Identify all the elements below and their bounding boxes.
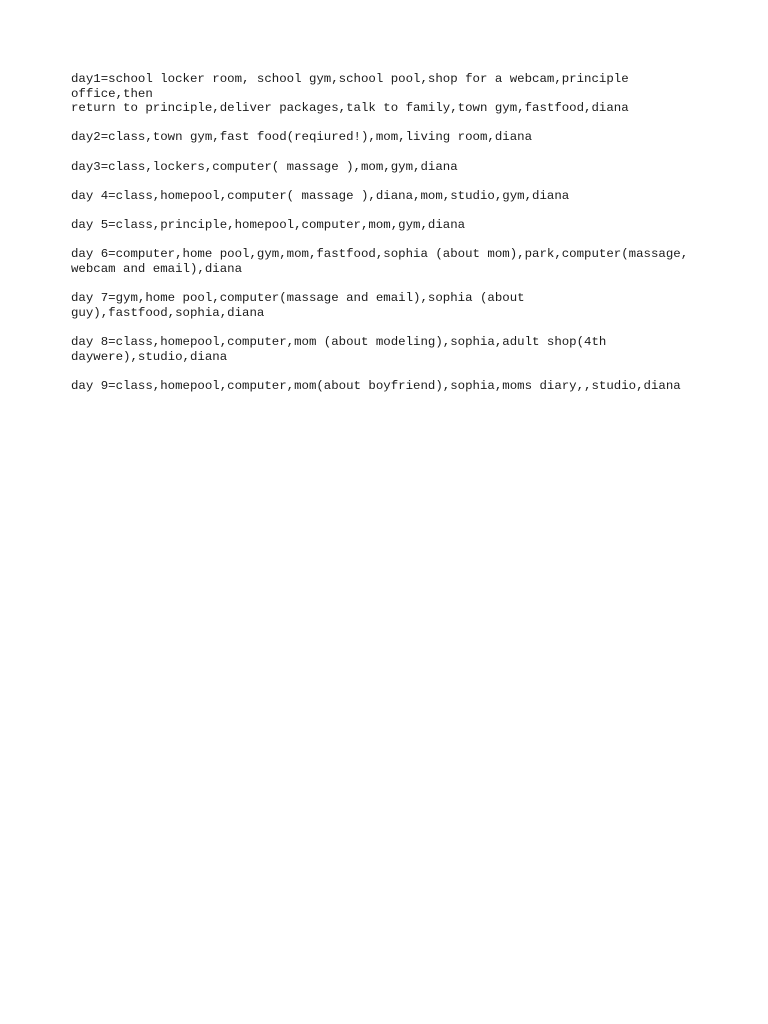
- document-page: [71, 72, 711, 408]
- day-1-line-3: return to principle,deliver packages,talk to family,town gym,fastfood,diana: [71, 101, 629, 115]
- day-3-entry: [71, 160, 711, 175]
- day-1-line-1: day1=school locker room, school gym,school pool,shop for a webcam,principle: [71, 72, 629, 86]
- day-8-entry: [71, 335, 711, 364]
- day-7-line-1: day 7=gym,home pool,computer(massage and email),sophia (about: [71, 291, 525, 306]
- day-2-entry: [71, 130, 711, 145]
- day-9-line-1: day 9=class,homepool,computer,mom(about boyfriend),sophia,moms diary,,studio,diana: [71, 378, 681, 393]
- day-8-line-1: day 8=class,homepool,computer,mom (about modeling),sophia,adult shop(4th: [71, 335, 607, 350]
- day-7-entry: [71, 291, 711, 320]
- day-1-entry: [71, 72, 711, 116]
- day-7-line-2: guy),fastfood,sophia,diana: [71, 305, 265, 320]
- day-6-line-1: day 6=computer,home pool,gym,mom,fastfood,sophia (about mom),park,computer(massage,: [71, 247, 689, 262]
- day-9-entry: [71, 379, 711, 394]
- day-6-entry: [71, 247, 711, 276]
- day-5-line-1: day 5=class,principle,homepool,computer,mom,gym,diana: [71, 218, 466, 233]
- day-5-entry: [71, 218, 711, 233]
- day-8-line-2: daywere),studio,diana: [71, 349, 228, 364]
- day-4-entry: [71, 189, 711, 204]
- day-3-line-1: day3=class,lockers,computer( massage ),mom,gym,diana: [71, 159, 458, 174]
- day-6-line-2: webcam and email),diana: [71, 261, 243, 276]
- day-2-line-1: day2=class,town gym,fast food(reqiured!),mom,living room,diana: [71, 130, 533, 145]
- day-1-line-2: office,then: [71, 86, 153, 101]
- day-4-line-1: day 4=class,homepool,computer( massage ),diana,mom,studio,gym,diana: [71, 188, 570, 203]
